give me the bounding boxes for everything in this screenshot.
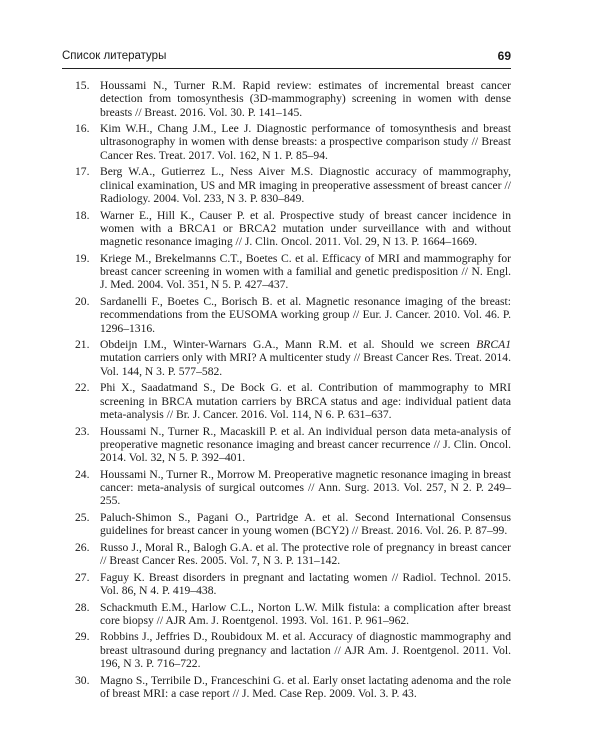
reference-number: 17.: [75, 165, 90, 179]
reference-number: 20.: [75, 294, 90, 308]
header-rule: [62, 68, 511, 69]
reference-list: [75, 79, 511, 704]
reference-item: [75, 209, 511, 249]
reference-item: [75, 571, 511, 598]
reference-item: [75, 630, 511, 670]
reference-item: [75, 468, 511, 508]
reference-number: 29.: [75, 630, 90, 644]
reference-text-start: Obdeijn I.M., Winter-Warnars G.A., Mann R.M. et al. Should we screen: [100, 338, 477, 352]
gene-name: BRCA1: [476, 338, 511, 352]
section-title: Список литературы: [62, 50, 167, 62]
reference-item: [75, 338, 511, 378]
page-number: 69: [497, 49, 511, 63]
reference-number: 21.: [75, 338, 90, 352]
reference-number: 22.: [75, 381, 90, 395]
reference-text: Berg W.A., Gutierrez L., Ness Aiver M.S. Diagnostic accuracy of mammography, clinical examination, US and MR imaging in preoperative assessment of breast cancer // Radiology. 2004. Vol. 233, N 3. P. 830–849.: [100, 165, 511, 205]
reference-number: 26.: [75, 540, 90, 554]
reference-number: 24.: [75, 467, 90, 481]
reference-number: 27.: [75, 570, 90, 584]
reference-text: Houssami N., Turner R.M. Rapid review: estimates of incremental breast cancer detection from tomosynthesis (3D-mammography) screening in women with dense breasts // Breast. 2016. Vol. 30. P. 141–145.: [100, 79, 511, 119]
reference-number: 23.: [75, 424, 90, 438]
reference-text: Kim W.H., Chang J.M., Lee J. Diagnostic performance of tomosynthesis and breast ultrasonography in women with dense breasts: a prospective comparison study // Breast Cancer Res. Treat. 2017. Vol. 162, N 1. P. 85–94.: [100, 122, 511, 162]
reference-text: [100, 338, 511, 378]
reference-item: [75, 541, 511, 568]
reference-item: [75, 295, 511, 335]
reference-item: [75, 601, 511, 628]
reference-item: [75, 122, 511, 162]
reference-item: [75, 425, 511, 465]
reference-number: 18.: [75, 208, 90, 222]
reference-number: 28.: [75, 600, 90, 614]
reference-text: Sardanelli F., Boetes C., Borisch B. et al. Magnetic resonance imaging of the breast: recommendations from the EUSOMA working group // Eur. J. Cancer. 2010. Vol. 46. P. 1296–1316.: [100, 294, 511, 335]
reference-number: 25.: [75, 510, 90, 524]
reference-text: Faguy K. Breast disorders in pregnant and lactating women // Radiol. Technol. 2015. Vol. 86, N 4. P. 419–438.: [100, 570, 511, 597]
reference-item: [75, 165, 511, 205]
reference-text: Warner E., Hill K., Causer P. et al. Prospective study of breast cancer incidence in women with a BRCA1 or BRCA2 mutation under surveillance with and without magnetic resonance imaging // J. Clin. Oncol. 2011. Vol. 29, N 13. P. 1664–1669.: [100, 208, 511, 249]
reference-text: Robbins J., Jeffries D., Roubidoux M. et al. Accuracy of diagnostic mammography and breast ultrasound during pregnancy and lactation // AJR Am. J. Roentgenol. 2011. Vol. 196, N 3. P. 716–722.: [100, 630, 511, 671]
reference-number: 15.: [75, 79, 90, 92]
reference-text: Houssami N., Turner R., Macaskill P. et al. An individual person data meta-analysis of preoperative magnetic resonance imaging and breast cancer recurrence // J. Clin. Oncol. 2014. Vol. 32, N 5. P. 392–401.: [100, 424, 511, 465]
reference-number: 16.: [75, 122, 90, 136]
reference-item: [75, 252, 511, 292]
reference-text: Russo J., Moral R., Balogh G.A. et al. The protective role of pregnancy in breast cancer // Breast Cancer Res. 2005. Vol. 7, N 3. P. 131–142.: [100, 540, 511, 568]
running-header: [62, 48, 511, 66]
reference-text: Schackmuth E.M., Harlow C.L., Norton L.W. Milk fistula: a complication after breast core biopsy // AJR Am. J. Roentgenol. 1993. Vol. 161. P. 961–962.: [100, 600, 511, 627]
reference-text: Kriege M., Brekelmanns C.T., Boetes C. et al. Efficacy of MRI and mammography for breast cancer screening in women with a familial and genetic predisposition // N. Engl. J. Med. 2004. Vol. 351, N 5. P. 427–437.: [100, 251, 511, 292]
reference-number: 30.: [75, 673, 90, 687]
reference-text-end: mutation carriers only with MRI? A multicenter study // Breast Cancer Res. Treat. 2014. Vol. 144, N 3. P. 577–582.: [100, 351, 511, 378]
reference-item: [75, 79, 511, 119]
reference-item: [75, 381, 511, 421]
reference-item: [75, 674, 511, 701]
reference-item: [75, 511, 511, 538]
reference-number: 19.: [75, 251, 90, 265]
reference-text: Paluch-Shimon S., Pagani O., Partridge A. et al. Second International Consensus guidelines for breast cancer in young women (BCY2) // Breast. 2016. Vol. 26. P. 87–99.: [100, 510, 511, 538]
reference-text: Magno S., Terribile D., Franceschini G. et al. Early onset lactating adenoma and the role of breast MRI: a case report // J. Med. Case Rep. 2009. Vol. 3. P. 43.: [100, 673, 511, 700]
reference-text: Houssami N., Turner R., Morrow M. Preoperative magnetic resonance imaging in breast cancer: meta-analysis of surgical outcomes // Ann. Surg. 2013. Vol. 257, N 2. P. 249–255.: [100, 467, 511, 508]
reference-text: Phi X., Saadatmand S., De Bock G. et al. Contribution of mammography to MRI screening in BRCA mutation carriers by BRCA status and age: individual patient data meta-analysis // Br. J. Cancer. 2016. Vol. 114, N 6. P. 631–637.: [100, 381, 511, 421]
